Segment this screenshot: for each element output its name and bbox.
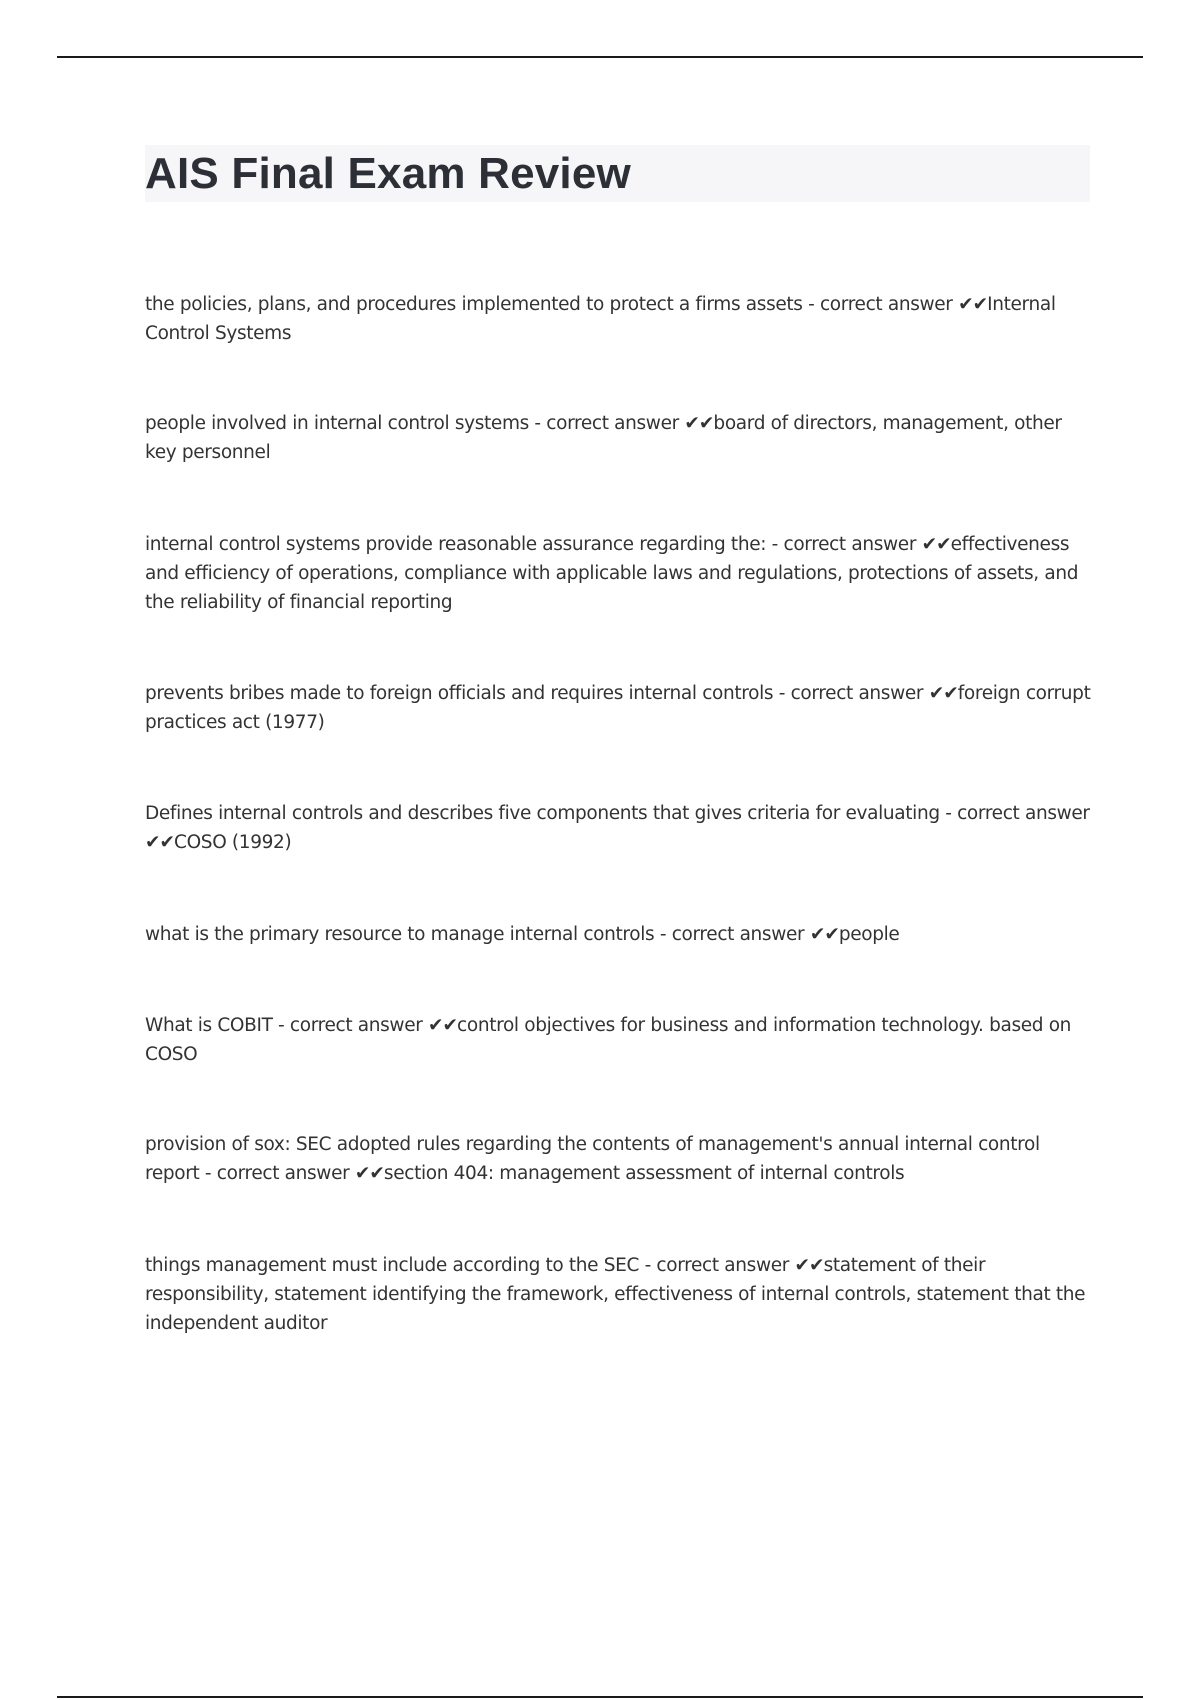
check-marker-icon: ✔✔	[145, 832, 175, 853]
qa-answer: statement of their responsibility, statement identifying the framework, effectiveness of internal controls, statement that the independent auditor	[145, 1255, 1086, 1334]
check-marker-icon: ✔✔	[928, 683, 958, 704]
check-marker-icon: ✔✔	[921, 534, 951, 555]
qa-separator: - correct answer	[639, 1255, 795, 1276]
check-marker-icon: ✔✔	[958, 294, 988, 315]
qa-answer: section 404: management assessment of internal controls	[383, 1163, 905, 1184]
qa-question: internal control systems provide reasonable assurance regarding the:	[145, 534, 767, 555]
qa-question: what is the primary resource to manage internal controls	[145, 924, 655, 945]
qa-question: the policies, plans, and procedures implemented to protect a firms assets	[145, 294, 803, 315]
qa-item-4	[145, 679, 1095, 737]
qa-answer: board of directors, management, other key personnel	[145, 413, 1062, 463]
qa-answer: COSO (1992)	[174, 832, 292, 853]
qa-item-3	[145, 530, 1095, 617]
check-marker-icon: ✔✔	[428, 1015, 458, 1036]
qa-separator: - correct answer	[528, 413, 685, 434]
check-marker-icon: ✔✔	[794, 1255, 824, 1276]
qa-separator: - correct answer	[272, 1015, 429, 1036]
qa-question: provision of sox: SEC adopted rules regarding the contents of management's annual internal control report	[145, 1134, 1040, 1184]
top-rule	[57, 56, 1143, 58]
qa-item-5	[145, 799, 1095, 857]
qa-item-1	[145, 290, 1095, 348]
check-marker-icon: ✔✔	[809, 924, 839, 945]
check-marker-icon: ✔✔	[354, 1163, 384, 1184]
document-title: AIS Final Exam Review	[145, 149, 631, 198]
qa-question: things management must include according to the SEC	[145, 1255, 640, 1276]
qa-answer: Internal Control Systems	[145, 294, 1056, 344]
qa-separator: - correct answer	[654, 924, 810, 945]
qa-separator: - correct answer	[199, 1163, 355, 1184]
qa-separator: - correct answer	[773, 683, 929, 704]
qa-question: What is COBIT	[145, 1015, 273, 1036]
qa-item-8	[145, 1130, 1095, 1188]
qa-item-6	[145, 920, 1095, 949]
qa-answer: people	[838, 924, 900, 945]
qa-item-2	[145, 409, 1095, 467]
qa-answer: effectiveness and efficiency of operations, compliance with applicable laws and regulations, protections of assets, and the reliability of financial reporting	[145, 534, 1079, 613]
qa-separator: - correct answer	[939, 803, 1090, 824]
check-marker-icon: ✔✔	[684, 413, 714, 434]
qa-separator: - correct answer	[766, 534, 922, 555]
qa-item-9	[145, 1251, 1095, 1338]
bottom-rule	[57, 1696, 1143, 1698]
qa-item-7	[145, 1011, 1095, 1069]
qa-question: people involved in internal control systems	[145, 413, 529, 434]
qa-answer: foreign corrupt practices act (1977)	[145, 683, 1091, 733]
qa-answer: control objectives for business and information technology. based on COSO	[145, 1015, 1072, 1065]
qa-separator: - correct answer	[802, 294, 959, 315]
qa-question: Defines internal controls and describes five components that gives criteria for evaluating	[145, 803, 940, 824]
qa-question: prevents bribes made to foreign officials and requires internal controls	[145, 683, 774, 704]
